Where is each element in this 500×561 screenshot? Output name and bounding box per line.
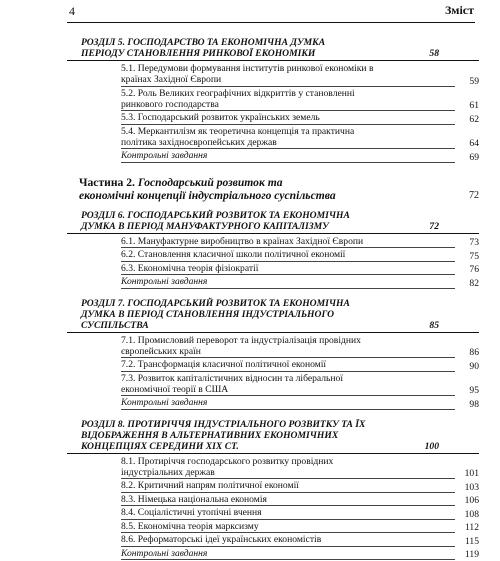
subsection-text — [121, 112, 455, 125]
section-title — [67, 298, 479, 333]
subsection-entry — [67, 456, 479, 480]
subsection-entry — [67, 534, 479, 547]
subsection-text — [121, 373, 455, 397]
subsection-line: 6.2. Становлення класичної школи політичної економії — [121, 249, 346, 260]
subsection-entry — [67, 63, 479, 87]
subsection-text — [121, 63, 455, 87]
section-page: 72 — [429, 220, 439, 232]
subsection-page: 75 — [469, 250, 479, 262]
subsection-line: 5.1. Передумови формування інститутів ринкової економіки в — [121, 63, 374, 74]
section-title-line: ВІДОБРАЖЕННЯ В АЛЬТЕРНАТИВНИХ ЕКОНОМІЧНИХ — [81, 429, 339, 441]
subsection-line: 8.2. Критичний напрям політичної економії — [121, 480, 299, 491]
subsection-page: 86 — [469, 347, 479, 358]
section-page: 100 — [424, 440, 439, 452]
subsection-line: Контрольні завдання — [121, 150, 208, 161]
control-tasks-entry — [67, 548, 479, 561]
section-title-line: ДУМКА В ПЕРІОД СТАНОВЛЕННЯ ІНДУСТРІАЛЬНОГО — [81, 308, 335, 320]
subsection-entry — [67, 263, 479, 276]
subsection-entry — [67, 373, 479, 397]
section-title-line: РОЗДІЛ 8. ПРОТИРІЧЧЯ ІНДУСТРІАЛЬНОГО РОЗВИТКУ ТА ЇХ — [81, 418, 366, 430]
subsection-entry — [67, 88, 479, 112]
subsection-line: Контрольні завдання — [121, 547, 208, 559]
subsection-line: 7.1. Промисловий переворот та індустріалізація провідних — [121, 334, 361, 346]
subsection-line: 7.3. Розвиток капіталістичних відносин та ліберальної — [121, 372, 343, 384]
section-title-line: ПЕРІОДУ СТАНОВЛЕННЯ РИНКОВОЇ ЕКОНОМІКИ — [81, 48, 316, 59]
subsection-line: 7.2. Трансформація класичної політичної економії — [121, 359, 327, 370]
section-page: 58 — [429, 48, 439, 59]
subsection-line: 5.4. Меркантилізм як теоретична концепція та практична — [121, 125, 355, 137]
subsection-line: 8.4. Соціалістичні утопічні вчення — [121, 507, 262, 518]
subsection-line: Контрольні завдання — [121, 276, 208, 287]
subsection-page: 119 — [464, 549, 479, 560]
subsection-page: 112 — [464, 522, 479, 533]
section-title-text — [81, 37, 415, 59]
section-title-line: СУСПІЛЬСТВА — [81, 319, 149, 331]
subsection-text — [121, 126, 455, 150]
subsection-text — [121, 150, 455, 163]
subsection-text — [121, 397, 455, 410]
subsection-line: 8.1. Протиріччя господарського розвитку провідних — [121, 455, 334, 467]
subsection-text — [121, 276, 455, 289]
subsection-line: 8.3. Німецька національна економія — [121, 493, 267, 505]
subsection-line: країнах Західної Європи — [121, 74, 222, 85]
subsection-page: 61 — [469, 100, 479, 111]
subsection-text — [121, 359, 455, 372]
subsection-page: 95 — [469, 385, 479, 396]
subsection-page: 69 — [469, 151, 479, 163]
subsection-line: європейських країн — [121, 345, 201, 357]
subsection-line: 6.3. Економічна теорія фізіократії — [121, 262, 259, 274]
subsection-page: 62 — [469, 113, 479, 125]
section-title-text — [81, 419, 415, 452]
subsection-line: ринкового господарства — [121, 98, 219, 110]
subsection-line: 5.2. Роль Великих географічних відкриттів у становленні — [121, 87, 355, 99]
control-tasks-entry — [67, 276, 479, 289]
subsection-entry — [67, 249, 479, 262]
section-title-line: РОЗДІЛ 5. ГОСПОДАРСТВО ТА ЕКОНОМІЧНА ДУМКА — [81, 37, 326, 48]
section-title — [67, 210, 479, 234]
subsection-line: Контрольні завдання — [121, 397, 208, 408]
subsection-line: економічної теорії в США — [121, 383, 229, 395]
control-tasks-entry — [67, 397, 479, 410]
subsection-page: 59 — [469, 75, 479, 87]
subsection-text — [121, 507, 455, 520]
subsection-entry — [67, 521, 479, 534]
subsection-line: 6.1. Мануфактурне виробництво в країнах Західної Європи — [121, 235, 364, 247]
part-name-line: Господарський розвиток та — [137, 175, 283, 189]
part-page: 72 — [469, 189, 479, 201]
part-name-line: економічні концепції індустріального суспільства — [79, 188, 336, 202]
subsection-page: 108 — [464, 508, 479, 520]
section-title-text — [81, 298, 415, 331]
page-number: 4 — [69, 4, 75, 18]
section-title-text — [81, 210, 415, 232]
toc-section — [67, 37, 479, 163]
subsection-text — [121, 335, 455, 359]
subsection-line: 8.5. Економічна теорія марксизму — [121, 520, 259, 532]
part-label: Частина 2. — [79, 175, 135, 189]
subsection-page: 90 — [469, 360, 479, 372]
subsection-line: політика західноєвропейських держав — [121, 136, 277, 148]
subsection-entry — [67, 112, 479, 125]
control-tasks-entry — [67, 150, 479, 163]
section-title — [67, 419, 479, 454]
subsection-text — [121, 456, 455, 480]
subsection-entry — [67, 359, 479, 372]
toc-section — [67, 298, 479, 410]
subsection-page: 73 — [469, 237, 479, 248]
subsection-page: 76 — [469, 264, 479, 275]
subsection-text — [121, 88, 455, 112]
section-title-line: КОНЦЕПЦІЯХ СЕРЕДИНИ ХІХ СТ. — [81, 440, 239, 452]
subsection-page: 103 — [464, 481, 479, 493]
subsection-page: 106 — [464, 495, 479, 506]
subsection-entry — [67, 126, 479, 150]
subsection-line: 8.6. Реформаторські ідеї українських економістів — [121, 534, 322, 545]
subsection-page: 82 — [469, 277, 479, 289]
subsection-entry — [67, 507, 479, 520]
section-page: 85 — [429, 319, 439, 331]
section-title-line: РОЗДІЛ 6. ГОСПОДАРСЬКИЙ РОЗВИТОК ТА ЕКОНОМІЧНА — [81, 209, 350, 221]
header-rule — [67, 22, 475, 23]
subsection-entry — [67, 480, 479, 493]
subsection-text — [121, 236, 455, 249]
subsection-page: 115 — [464, 535, 479, 547]
subsection-text — [121, 534, 455, 547]
subsection-page: 101 — [464, 468, 479, 479]
subsection-text — [121, 480, 455, 493]
subsection-entry — [67, 236, 479, 249]
subsection-text — [121, 521, 455, 534]
subsection-line: індустріальних держав — [121, 466, 215, 478]
section-title-line: РОЗДІЛ 7. ГОСПОДАРСЬКИЙ РОЗВИТОК ТА ЕКОНОМІЧНА — [81, 297, 350, 309]
section-title-line: ДУМКА В ПЕРІОД МАНУФАКТУРНОГО КАПІТАЛІЗМУ — [81, 220, 329, 232]
subsection-text — [121, 249, 455, 262]
toc-group-part2 — [67, 210, 479, 561]
subsection-text — [121, 263, 455, 276]
subsection-entry — [67, 335, 479, 359]
subsection-line: 5.3. Господарський розвиток українських земель — [121, 112, 320, 123]
toc-part-heading — [67, 176, 479, 202]
toc-section — [67, 419, 479, 561]
subsection-page: 98 — [469, 398, 479, 410]
subsection-page: 64 — [469, 138, 479, 149]
running-header-title: Зміст — [444, 3, 474, 17]
toc-group-part1 — [67, 37, 479, 163]
subsection-text — [121, 548, 455, 561]
section-title — [67, 37, 479, 61]
table-of-contents — [67, 37, 479, 561]
toc-section — [67, 210, 479, 289]
